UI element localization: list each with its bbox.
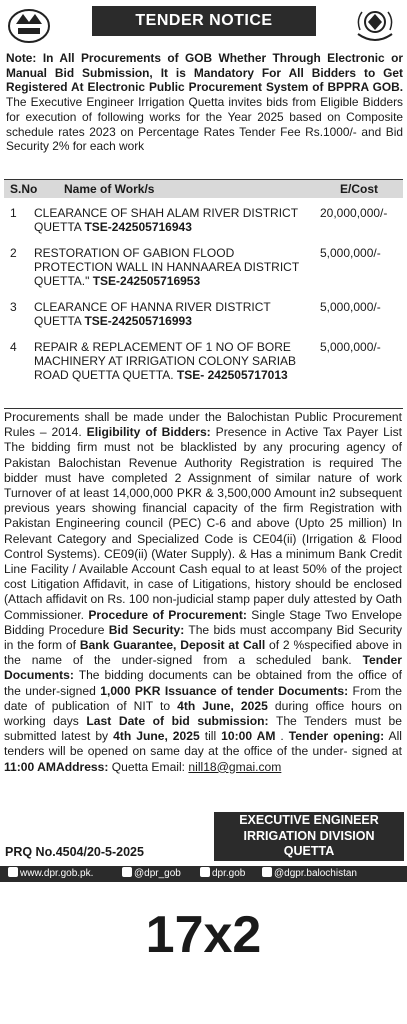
column-header-sno: S.No (10, 182, 38, 196)
ad-size-label: 17x2 (145, 906, 262, 964)
table-header (4, 180, 403, 198)
table-row (4, 206, 403, 246)
signatory-division: IRRIGATION DIVISION (243, 828, 375, 843)
work-name (34, 300, 310, 328)
tender-opening-heading: Tender opening: (288, 729, 385, 744)
instagram-item[interactable] (200, 866, 245, 882)
tse-number: TSE-242505716943 (84, 220, 192, 234)
procedure-text: Single Stage Two Envelope Bidding Procedure (4, 607, 402, 637)
submission-text: The Tenders must be submitted latest by (4, 714, 402, 744)
address-text: Quetta Email: (108, 759, 189, 774)
globe-icon (8, 867, 18, 877)
table-row (4, 340, 403, 408)
table-row (4, 246, 403, 300)
notice-bold-text: Note: In All Procurements of GOB Whether Through Electronic or Manual Bid Submission, It is Mandatory For All Bidders to Get Registered At Electronic Public Procurement System of BPPRA GOB. (6, 51, 403, 95)
website-text: www.dpr.gob.pk. (20, 868, 94, 879)
twitter-icon (122, 867, 132, 877)
work-name (34, 340, 310, 382)
bank-guarantee-text: Bank Guarantee, Deposit at Call (79, 638, 266, 653)
facebook-text: @dgpr.balochistan (274, 868, 357, 879)
website-item[interactable] (8, 866, 93, 882)
header-strip (0, 0, 407, 50)
work-name (34, 246, 310, 288)
tender-documents-heading: Tender Documents: (4, 653, 402, 683)
signature-block (214, 812, 404, 861)
bid-security-detail: of 2 %specified above in the name of the under-signed from a scheduled bank. (4, 638, 402, 668)
row-number: 1 (10, 206, 17, 220)
facebook-item[interactable] (262, 866, 357, 882)
column-header-cost: E/Cost (340, 182, 379, 196)
address-heading: Address: (55, 759, 109, 774)
tse-number: TSE-242505716953 (92, 274, 201, 288)
work-name (34, 206, 310, 234)
opening-text: All tenders will be opened on same day at the office of the under- signed at (4, 729, 402, 759)
office-hours-text: during office hours on working days (4, 698, 403, 729)
issuance-date: 4th June, 2025 (177, 698, 268, 713)
last-date-heading: Last Date of bid submission: (86, 714, 269, 729)
column-header-work: Name of Work/s (64, 182, 155, 196)
estimated-cost: 20,000,000/- (320, 206, 388, 220)
work-description: CLEARANCE OF SHAH ALAM RIVER DISTRICT QUETTA (34, 206, 298, 234)
estimated-cost: 5,000,000/- (320, 246, 381, 260)
separator-text: . (275, 729, 289, 744)
procurement-rules-text: Procurements shall be made under the Balochistan Public Procurement Rules – 2014. (4, 410, 402, 440)
page-title: TENDER NOTICE (92, 6, 316, 36)
notice-paragraph (6, 51, 403, 154)
eligibility-text: Presence in Active Tax Payer List The bidding firm must not be blacklisted by any procuring agency of Pakistan Balochistan Revenue Authority Registration is required The bidder must have completed 2 Assignment of similar nature of work Turnover of at least 14,000,000 PKR & 3,500,000 Amount in2 subsequent previous years showing financial capacity of the firm Registration with Pakistan Engineering council (PEC) C-6 and above (Upto 25 million) In Relevant Category and Specialized Code is CE04(ii) (Irrigation & Flood Control Systems). CE09(ii) (Water Supply). & Has a minimum Bank Credit Line Facility / Available Account Cash equal to at least 50% of the project cost Litigation Affidavit, in case of Litigations, history should be enclosed (Attach affidavit on Rs. 100 non-judicial stamp paper duly attested by Oath Commissioner. (4, 425, 402, 622)
procedure-heading: Procedure of Procurement: (88, 607, 247, 622)
work-description: REPAIR & REPLACEMENT OF 1 NO OF BORE MACHINERY AT IRRIGATION COLONY SARIAB ROAD QUETTA QUETTA. (34, 340, 297, 382)
issuance-fee-heading: 1,000 PKR Issuance of tender Documents: (100, 683, 349, 698)
eligibility-heading: Eligibility of Bidders: (86, 425, 211, 440)
opening-time: 11:00 AM (4, 759, 56, 774)
email-link[interactable]: nill18@gmai.com (188, 759, 282, 774)
tender-documents-text: The bidding documents can be obtained from the office of the under-signed (4, 668, 402, 698)
tse-number: TSE-242505716993 (84, 314, 192, 328)
signatory-title: EXECUTIVE ENGINEER (239, 813, 379, 827)
government-emblem-logo (6, 4, 52, 44)
social-bar (0, 866, 407, 882)
tse-number: TSE- 242505717013 (176, 368, 288, 382)
work-description: RESTORATION OF GABION FLOOD PROTECTION WALL IN HANNAAREA DISTRICT QUETTA." (34, 246, 299, 288)
tender-conditions-text (4, 410, 402, 775)
notice-normal-text: The Executive Engineer Irrigation Quetta invites bids from Eligible Bidders for execution of following works for the Year 2025 based on Composite schedule rates 2023 on Percentage Rates Tender Fee Rs.1000/- and Bid Security 2% for each work (6, 95, 403, 154)
instagram-text: dpr.gob (212, 868, 246, 879)
facebook-icon (262, 867, 272, 877)
till-text: till (199, 729, 222, 744)
bid-security-text: The bids must accompany Bid Security in the form of (4, 622, 402, 653)
instagram-icon (200, 867, 210, 877)
table-row (4, 300, 403, 340)
balochistan-seal-logo (352, 4, 398, 44)
estimated-cost: 5,000,000/- (320, 340, 381, 354)
issuance-text: From the date of publication of NIT to (4, 683, 402, 713)
row-number: 3 (10, 300, 17, 314)
prq-number: PRQ No.4504/20-5-2025 (5, 845, 144, 859)
row-number: 4 (10, 340, 17, 354)
twitter-text: @dpr_gob (134, 868, 181, 879)
work-description: CLEARANCE OF HANNA RIVER DISTRICT QUETTA (34, 300, 271, 328)
row-number: 2 (10, 246, 17, 260)
works-table (4, 179, 403, 409)
submission-time: 10:00 AM (221, 729, 276, 744)
estimated-cost: 5,000,000/- (320, 300, 381, 314)
submission-date: 4th June, 2025 (113, 729, 200, 744)
bid-security-heading: Bid Security: (108, 622, 185, 637)
signatory-city: QUETTA (283, 844, 335, 858)
twitter-item[interactable] (122, 866, 181, 882)
